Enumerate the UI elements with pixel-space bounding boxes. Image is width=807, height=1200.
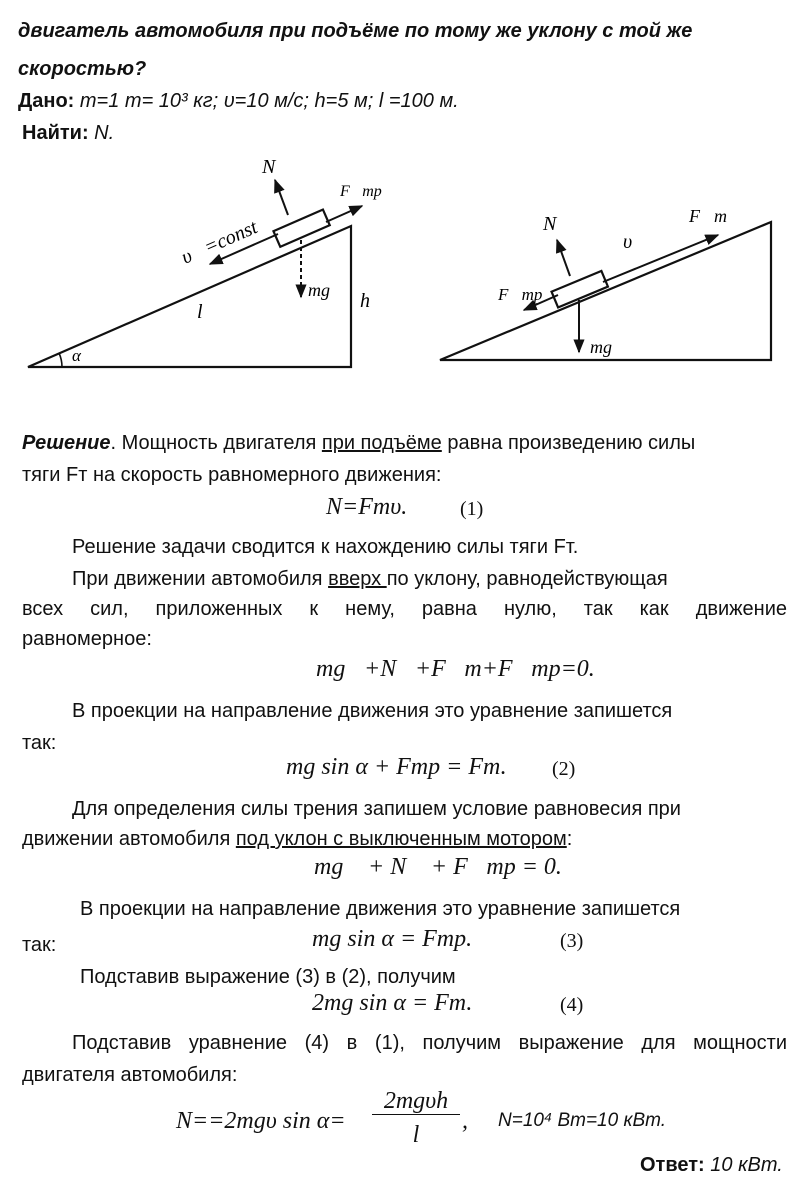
- paragraph-4-line-1: В проекции на направление движения это уравнение запишется: [72, 700, 673, 722]
- equation-5-numerator: 2mgυh: [372, 1088, 460, 1115]
- diagram-left: [28, 156, 382, 367]
- paragraph-5-line-2: [22, 828, 572, 851]
- paragraph-3-line-3: равномерное:: [22, 628, 152, 650]
- right-label-v: υ⃗: [623, 231, 648, 253]
- right-thrust-arrow: [603, 235, 718, 282]
- paragraph-text: по уклону, равнодействующая: [386, 568, 668, 590]
- equation-1-number: (1): [460, 498, 484, 520]
- equation-3-number: (3): [560, 930, 584, 952]
- answer-value: 10 кВт.: [710, 1154, 783, 1176]
- right-label-N: N⃗: [543, 213, 572, 235]
- equation-5-result: N=10⁴ Вт=10 кВт.: [498, 1110, 667, 1131]
- paragraph-8-line-1: Подставив уравнение (4) в (1), получим выражение для мощности: [72, 1032, 787, 1054]
- paragraph-4-line-2: так:: [22, 732, 57, 754]
- given-line: Дано: m=1 т= 10³ кг; υ=10 м/с; h=5 м; l =100 м.: [18, 90, 459, 112]
- equation-2: mg sin α + Fтр = Fт.: [286, 754, 507, 780]
- question-line-2: скоростью?: [18, 58, 147, 80]
- left-normal-arrow: [275, 180, 288, 215]
- paragraph-text: движении автомобиля: [22, 828, 236, 850]
- paragraph-8-line-2: двигателя автомобиля:: [22, 1064, 238, 1086]
- paragraph-6-line-2: так:: [22, 934, 57, 956]
- right-label-Ftr: F⃗тр: [498, 285, 543, 304]
- paragraph-underlined: под уклон с выключенным мотором: [235, 828, 567, 850]
- equation-4: 2mg sin α = Fт.: [312, 990, 473, 1016]
- incline-diagrams: [0, 140, 807, 380]
- equation-3: mg sin α = Fтр.: [312, 926, 473, 952]
- equation-5-comma: ,: [462, 1108, 468, 1134]
- given-label: Дано: [18, 90, 68, 112]
- equation-5-left: N==2mgυ sin α=: [176, 1108, 346, 1134]
- vector-equation-2: mg⃗ + N⃗ + F⃗тр = 0.: [314, 854, 562, 880]
- paragraph-3-line-2: всех сил, приложенных к нему, равна нулю, так как движение: [22, 598, 787, 620]
- solution-underlined: при подъёме: [321, 432, 442, 454]
- left-angle-arc: [59, 353, 62, 367]
- solution-line-2: тяги Fт на скорость равномерного движения:: [22, 464, 442, 486]
- solution-text: равна произведению силы: [441, 432, 696, 454]
- equation-1: N=Fтυ.: [326, 494, 408, 520]
- left-label-l: l: [197, 301, 203, 323]
- right-label-Ft: F⃗т: [689, 206, 727, 226]
- paragraph-6-line-1: В проекции на направление движения это уравнение запишется: [80, 898, 681, 920]
- paragraph-5-line-1: Для определения силы трения запишем условие равновесия при: [72, 798, 681, 820]
- right-label-mg: mg⃗: [590, 337, 626, 357]
- paragraph-2: Решение задачи сводится к нахождению силы тяги Fт.: [72, 536, 579, 558]
- equation-5-denominator: l: [412, 1122, 420, 1148]
- paragraph-text: :: [566, 828, 573, 850]
- left-label-Ftr: F⃗тр: [340, 183, 382, 200]
- left-label-alpha: α: [72, 346, 81, 365]
- answer-label: Ответ: [640, 1154, 699, 1176]
- solution-heading: Решение: [22, 432, 111, 454]
- solution-line-1: [22, 432, 695, 455]
- left-friction-arrow: [326, 206, 362, 222]
- vector-equation-1: mg⃗+N⃗+F⃗т+F⃗тр=0.: [316, 656, 595, 682]
- equation-4-number: (4): [560, 994, 584, 1016]
- paragraph-7: Подставив выражение (3) в (2), получим: [80, 966, 456, 988]
- paragraph-3-line-1: [72, 568, 668, 591]
- paragraph-text: При движении автомобиля: [72, 568, 329, 590]
- right-normal-arrow: [557, 240, 570, 276]
- left-label-mg: mg⃗: [308, 280, 344, 300]
- equation-2-number: (2): [552, 758, 576, 780]
- left-label-h: h: [360, 290, 370, 312]
- find-label: Найти: [22, 122, 82, 144]
- answer-line: Ответ: 10 кВт.: [640, 1154, 783, 1176]
- find-line: Найти: N.: [22, 122, 115, 144]
- given-text: m=1 т= 10³ кг; υ=10 м/с; h=5 м; l =100 м.: [79, 90, 459, 112]
- question-line-1: двигатель автомобиля при подъёме по тому же уклону с той же: [18, 20, 693, 42]
- diagram-right: [440, 206, 771, 360]
- find-text: N.: [94, 122, 115, 144]
- left-label-v: υ⃗=const: [178, 216, 261, 269]
- paragraph-underlined: вверх: [328, 568, 387, 590]
- left-label-N: N⃗: [262, 156, 291, 178]
- solution-text: . Мощность двигателя: [110, 432, 322, 454]
